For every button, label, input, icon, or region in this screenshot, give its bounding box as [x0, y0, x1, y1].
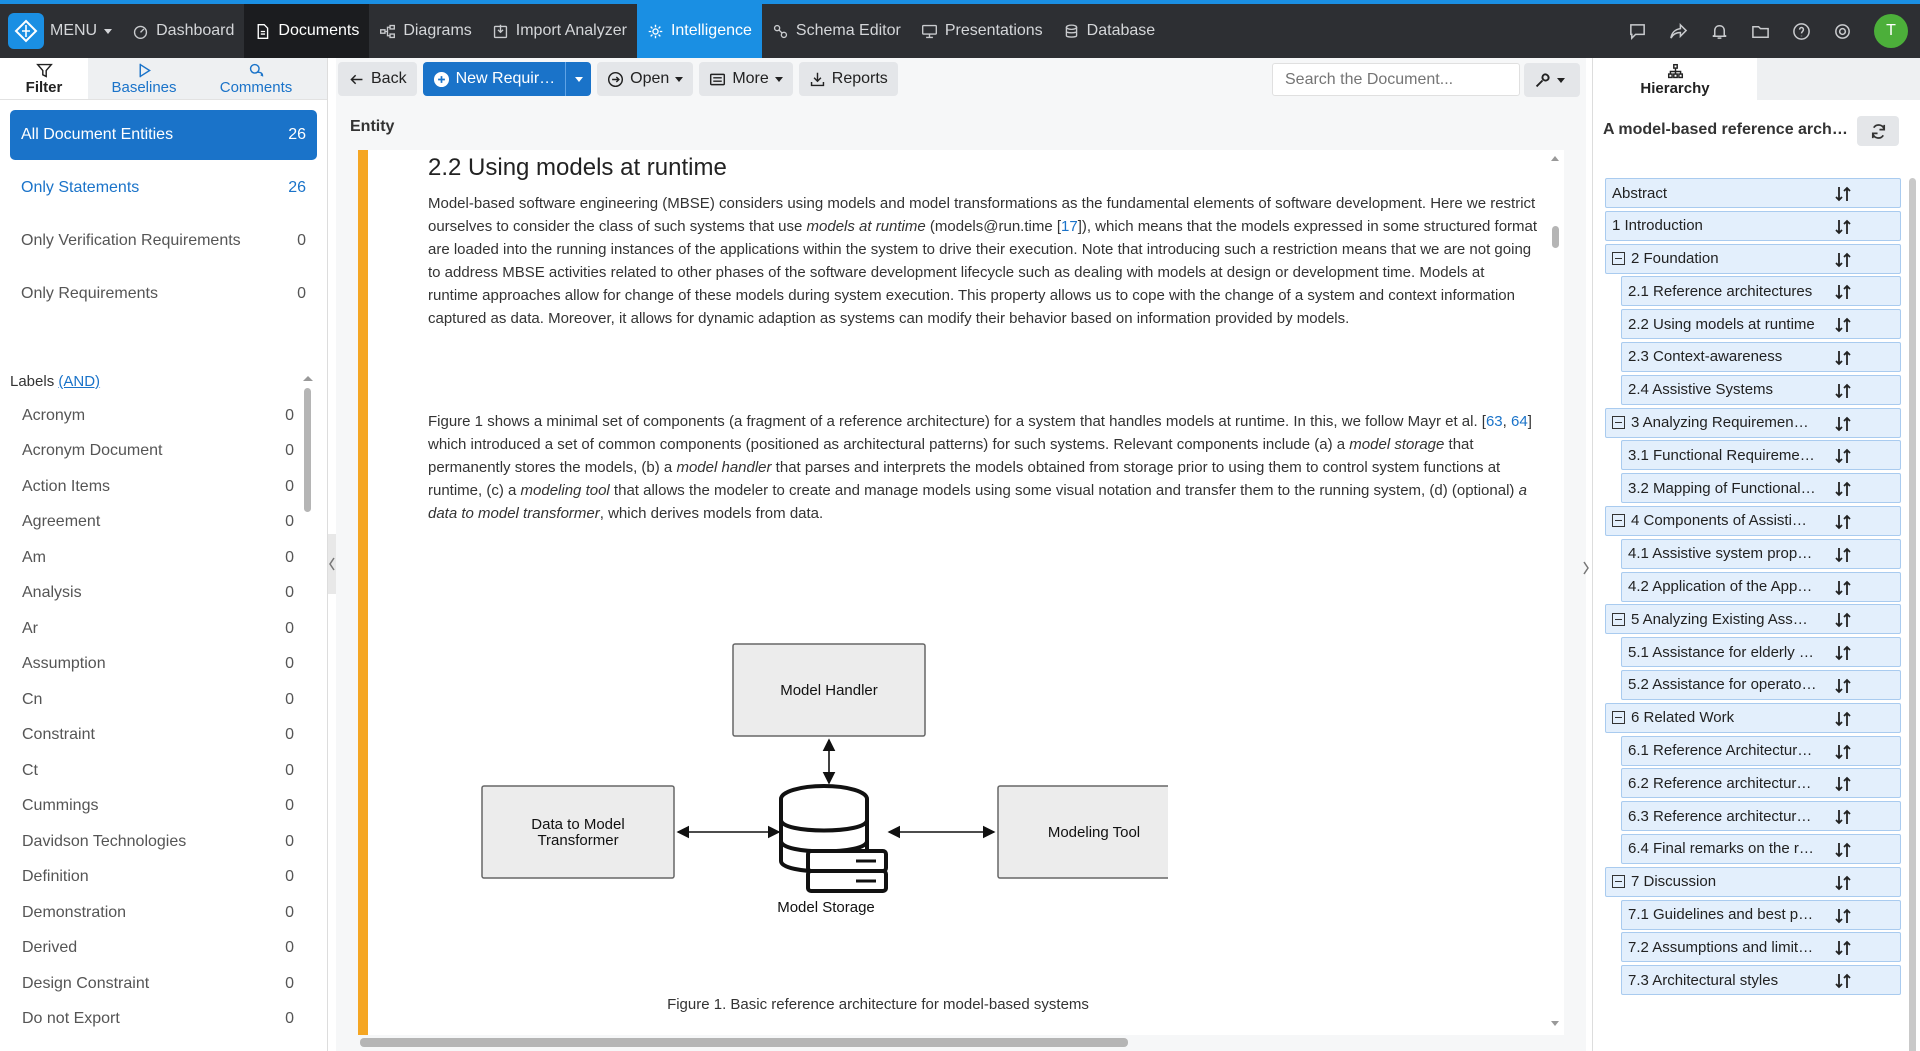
filter-label: All Document Entities [21, 126, 174, 143]
sort-arrows-icon[interactable] [1834, 874, 1852, 892]
hierarchy-node[interactable] [1605, 244, 1901, 274]
diagram-icon [379, 23, 396, 40]
label-name: Cummings [22, 797, 99, 815]
label-name: Acronym Document [22, 442, 163, 460]
open-button[interactable] [597, 62, 693, 96]
labels-title: Labels [10, 373, 55, 390]
label-item[interactable] [10, 895, 302, 931]
sort-arrows-icon[interactable] [1834, 480, 1852, 498]
hierarchy-node-label: 6 Related Work [1631, 709, 1735, 727]
collapse-left-handle[interactable] [328, 534, 336, 594]
app-logo-icon[interactable] [8, 13, 44, 49]
label-count: 0 [285, 513, 294, 531]
hierarchy-node[interactable] [1621, 342, 1901, 372]
folder-icon[interactable] [1751, 22, 1770, 41]
refresh-icon [1869, 122, 1888, 141]
label-item[interactable] [10, 718, 302, 754]
hierarchy-node-label: 6.2 Reference architectur… [1628, 774, 1812, 792]
label-count: 0 [285, 832, 294, 850]
model-storage-label: Model Storage [777, 899, 875, 916]
labels-list [10, 398, 302, 1037]
hierarchy-node[interactable] [1621, 801, 1901, 831]
document-name: A model-based reference arch… [1603, 121, 1848, 138]
sort-arrows-icon[interactable] [1834, 841, 1852, 859]
hierarchy-node[interactable] [1621, 834, 1901, 864]
sort-arrows-icon[interactable] [1834, 644, 1852, 662]
help-icon[interactable] [1792, 22, 1811, 41]
label-item[interactable] [10, 682, 302, 718]
sort-arrows-icon[interactable] [1834, 349, 1852, 367]
label-item[interactable] [10, 1002, 302, 1038]
labels-scrollbar[interactable] [304, 388, 311, 512]
new-requirement-label: New Requir… [455, 70, 556, 87]
database-icon [1063, 23, 1080, 40]
document-icon [254, 23, 271, 40]
text-run: a data to model transformer [428, 482, 1527, 522]
hierarchy-node-label: 2.1 Reference architectures [1628, 282, 1813, 300]
hierarchy-node[interactable] [1621, 900, 1901, 930]
text-run: Figure 1 shows a minimal set of components (a fragment of a reference architecture) for a system that handles models at runtime. In this, we follow Mayr et al. [ [428, 413, 1486, 430]
hierarchy-node[interactable] [1621, 473, 1901, 503]
citation-link[interactable]: 63 [1485, 413, 1503, 430]
scroll-down-icon[interactable] [1550, 1020, 1560, 1028]
sort-arrows-icon[interactable] [1834, 382, 1852, 400]
nav-documents[interactable] [244, 4, 369, 58]
hierarchy-node[interactable] [1621, 637, 1901, 667]
collapse-icon[interactable] [1612, 875, 1625, 888]
sort-arrows-icon[interactable] [1834, 513, 1852, 531]
avatar[interactable]: T [1874, 14, 1908, 48]
new-requirement-button[interactable] [423, 62, 566, 96]
paragraph-1 [428, 192, 1538, 330]
hierarchy-node[interactable] [1621, 932, 1901, 962]
reports-label: Reports [831, 70, 888, 87]
comments-icon [248, 62, 265, 79]
sort-arrows-icon[interactable] [1834, 677, 1852, 695]
more-label: More [732, 70, 769, 87]
back-label: Back [371, 70, 407, 87]
filter-panel [0, 58, 328, 1051]
gear-icon [647, 23, 664, 40]
chevron-left-icon [328, 534, 336, 594]
label-name: Demonstration [22, 903, 127, 921]
hierarchy-node[interactable] [1605, 703, 1901, 733]
text-run: that parses and interprets the models obtained from storage prior to using them to control system functions at runtime, (c) a [428, 459, 1501, 499]
label-count: 0 [285, 442, 294, 460]
label-count: 0 [285, 797, 294, 815]
label-name: Ar [22, 619, 38, 637]
nav-dashboard[interactable] [122, 4, 244, 58]
hierarchy-node-label: 4 Components of Assisti… [1631, 512, 1807, 530]
presentation-icon [921, 23, 938, 40]
labels-mode-link[interactable]: (AND) [58, 373, 101, 390]
hierarchy-node[interactable] [1605, 178, 1901, 208]
text-run: model storage [1349, 436, 1445, 453]
text-run: ]), which means that the models expressed in some structured format are loaded into the running instances of the applications within the system to drive their execution. Note that introducing such a restriction means that we are not going to address MBSE activities related to other phases of the software development lifecycle such as dealing with models at design or development time. Models at runtime approaches allow for change of these models during system execution. This property allows us to cope with the change of a system and context information captured as data. Moreover, it allows for dynamic adaption as systems can modify their behavior based on information provided by models. [428, 218, 1538, 327]
modeling-tool-label: Modeling Tool [1047, 824, 1141, 841]
label-name: Ct [22, 761, 38, 779]
text-run: (models@run.time [ [925, 218, 1061, 235]
label-count: 0 [285, 406, 294, 424]
collapse-icon[interactable] [1612, 416, 1625, 429]
document-main [336, 58, 1586, 1051]
filter-label: Only Verification Requirements [21, 232, 241, 249]
hierarchy-node[interactable] [1621, 736, 1901, 766]
label-item[interactable] [10, 434, 302, 470]
label-item[interactable] [10, 505, 302, 541]
menu-button[interactable] [44, 4, 122, 58]
nav-documents-label: Documents [278, 22, 360, 39]
citation-link[interactable]: 17 [1061, 218, 1078, 235]
back-button[interactable] [338, 62, 417, 96]
hierarchy-panel [1592, 58, 1920, 1051]
label-count: 0 [285, 655, 294, 673]
scroll-up-icon[interactable] [302, 374, 314, 382]
label-item[interactable] [10, 576, 302, 612]
nav-presentations[interactable] [911, 4, 1053, 58]
chevron-down-icon [104, 29, 112, 34]
hierarchy-node-label: 7.3 Architectural styles [1628, 971, 1779, 989]
label-count: 0 [285, 974, 294, 992]
top-nav [0, 0, 1920, 58]
filter-only-requirements[interactable] [10, 269, 317, 319]
selection-indicator [358, 150, 368, 1035]
label-item[interactable] [10, 469, 302, 505]
sort-arrows-icon[interactable] [1834, 907, 1852, 925]
label-name: Definition [22, 868, 89, 886]
sort-arrows-icon[interactable] [1834, 218, 1852, 236]
hierarchy-node-label: 4.1 Assistive system prop… [1628, 545, 1813, 563]
sort-arrows-icon[interactable] [1834, 316, 1852, 334]
import-icon [492, 23, 509, 40]
label-item[interactable] [10, 647, 302, 683]
hierarchy-node-label: 6.1 Reference Architectur… [1628, 742, 1813, 760]
hierarchy-node-label: 7.1 Guidelines and best p… [1628, 906, 1814, 924]
baseline-icon [136, 62, 153, 79]
label-name: Design Constraint [22, 974, 150, 992]
entity-header: Entity [350, 118, 395, 135]
hierarchy-node-label: 1 Introduction [1612, 217, 1703, 235]
nav-diagrams-label: Diagrams [403, 22, 472, 39]
sort-arrows-icon[interactable] [1834, 808, 1852, 826]
tab-filter[interactable] [0, 58, 88, 99]
schema-icon [772, 23, 789, 40]
filter-count: 0 [297, 232, 306, 249]
tools-button[interactable] [1524, 63, 1580, 97]
hierarchy-node[interactable] [1621, 670, 1901, 700]
hierarchy-node[interactable] [1605, 211, 1901, 241]
paragraph-2 [428, 410, 1538, 525]
hierarchy-node[interactable] [1605, 867, 1901, 897]
hierarchy-node-label: 3.2 Mapping of Functional… [1628, 479, 1816, 497]
sort-arrows-icon[interactable] [1834, 415, 1852, 433]
chevron-right-icon [1582, 538, 1590, 598]
hierarchy-node-label: 2.3 Context-awareness [1628, 348, 1783, 366]
label-count: 0 [285, 939, 294, 957]
model-handler-label: Model Handler [780, 682, 878, 699]
label-name: Analysis [22, 584, 82, 602]
label-count: 0 [285, 903, 294, 921]
label-name: Davidson Technologies [22, 832, 187, 850]
text-run: that allows the modeler to create and manage models using some visual notation and transfer them to the running system, (d) (optional) [609, 482, 1519, 499]
hierarchy-node-label: 6.4 Final remarks on the r… [1628, 840, 1814, 858]
chevron-down-icon [675, 77, 683, 82]
label-item[interactable] [10, 931, 302, 967]
tab-baselines-label: Baselines [111, 79, 177, 96]
hierarchy-scrollbar[interactable] [1909, 178, 1916, 1051]
label-item[interactable] [10, 611, 302, 647]
label-name: Agreement [22, 513, 101, 531]
nav-dashboard-label: Dashboard [156, 22, 235, 39]
label-count: 0 [285, 761, 294, 779]
text-run: Model-based software engineering (MBSE) considers using models and model transformations as the fundamental elements of software development. Here we restrict ourselves to consider the class of such systems that use [428, 195, 1536, 235]
label-item[interactable] [10, 824, 302, 860]
filter-icon [36, 62, 53, 79]
hierarchy-node[interactable] [1621, 276, 1901, 306]
tab-hierarchy[interactable] [1593, 58, 1757, 100]
nav-database-label: Database [1086, 22, 1156, 39]
entity-content[interactable] [428, 154, 1538, 1013]
sort-arrows-icon[interactable] [1834, 710, 1852, 728]
label-item[interactable] [10, 966, 302, 1002]
nav-presentations-label: Presentations [944, 22, 1043, 39]
label-name: Action Items [22, 477, 111, 495]
nav-schema-editor[interactable] [762, 4, 911, 58]
hierarchy-node[interactable] [1621, 965, 1901, 995]
label-count: 0 [285, 477, 294, 495]
sort-arrows-icon[interactable] [1834, 447, 1852, 465]
hierarchy-node[interactable] [1605, 506, 1901, 536]
chevron-down-icon [775, 77, 783, 82]
nav-import-analyzer-label: Import Analyzer [515, 22, 627, 39]
document-vertical-scrollbar[interactable] [1552, 226, 1559, 248]
document-horizontal-scrollbar[interactable] [360, 1038, 1128, 1047]
sort-arrows-icon[interactable] [1834, 743, 1852, 761]
text-run: , [1502, 413, 1511, 430]
menu-label: MENU [50, 22, 98, 39]
nav-import-analyzer[interactable] [482, 4, 637, 58]
filter-label: Only Statements [21, 179, 140, 196]
label-name: Derived [22, 939, 78, 957]
nav-intelligence[interactable] [637, 4, 762, 58]
sort-arrows-icon[interactable] [1834, 775, 1852, 793]
hierarchy-node-label: 2.4 Assistive Systems [1628, 381, 1774, 399]
collapse-right-handle[interactable] [1582, 538, 1590, 598]
collapse-icon[interactable] [1612, 711, 1625, 724]
hierarchy-node-label: 3.1 Functional Requireme… [1628, 446, 1815, 464]
text-run: models at runtime [806, 218, 926, 235]
citation-link[interactable]: 64 [1511, 413, 1528, 430]
list-box-icon [709, 71, 726, 88]
sort-arrows-icon[interactable] [1834, 579, 1852, 597]
label-item[interactable] [10, 860, 302, 896]
label-name: Acronym [22, 406, 86, 424]
collapse-icon[interactable] [1612, 613, 1625, 626]
hierarchy-node-label: 5.2 Assistance for operato… [1628, 676, 1817, 694]
open-circle-icon [607, 71, 624, 88]
label-name: Cn [22, 690, 43, 708]
open-label: Open [630, 70, 670, 87]
chat-icon[interactable] [1628, 22, 1647, 41]
wrench-icon [1534, 72, 1551, 89]
filter-count: 26 [288, 126, 306, 143]
hierarchy-node-label: 6.3 Reference architectur… [1628, 807, 1812, 825]
figure-caption: Figure 1. Basic reference architecture for model-based systems [667, 996, 1089, 1013]
sort-arrows-icon[interactable] [1834, 611, 1852, 629]
transformer-label-line1: Data to Model [531, 816, 625, 833]
nav-right-actions [1628, 4, 1920, 58]
nav-diagrams[interactable] [369, 4, 481, 58]
label-count: 0 [285, 548, 294, 566]
hierarchy-node-label: 4.2 Application of the App… [1628, 578, 1813, 596]
plus-circle-icon [433, 71, 450, 88]
sort-arrows-icon[interactable] [1834, 939, 1852, 957]
filter-only-verification[interactable] [10, 216, 317, 266]
left-tabs [0, 58, 327, 100]
download-icon [809, 71, 826, 88]
text-run: that permanently stores the models, (b) a [428, 436, 1474, 476]
entity-filter-list [0, 100, 327, 319]
hierarchy-node-label: 2 Foundation [1631, 250, 1719, 268]
hierarchy-node-label: 5.1 Assistance for elderly … [1628, 643, 1814, 661]
label-name: Do not Export [22, 1010, 120, 1028]
label-name: Assumption [22, 655, 106, 673]
label-name: Constraint [22, 726, 95, 744]
hierarchy-tree [1605, 178, 1901, 998]
label-count: 0 [285, 619, 294, 637]
share-icon[interactable] [1669, 22, 1688, 41]
new-requirement-dropdown[interactable] [565, 62, 591, 96]
architecture-figure [428, 639, 1168, 959]
text-run: ] which introduced a set of common components (positioned as architectural patterns) for such systems. Relevant components include (a) a [428, 413, 1532, 453]
label-name: Am [22, 548, 46, 566]
section-title: 2.2 Using models at runtime [428, 154, 727, 181]
sort-arrows-icon[interactable] [1834, 185, 1852, 203]
sort-arrows-icon[interactable] [1834, 251, 1852, 269]
reports-button[interactable] [799, 62, 898, 96]
label-item[interactable] [10, 789, 302, 825]
tab-filter-label: Filter [25, 79, 63, 96]
tab-comments[interactable] [200, 58, 312, 99]
filter-count: 26 [288, 179, 306, 196]
document-viewer [358, 150, 1564, 1035]
nav-database[interactable] [1053, 4, 1166, 58]
refresh-button[interactable] [1857, 116, 1899, 146]
filter-only-statements[interactable] [10, 163, 317, 213]
sort-arrows-icon[interactable] [1834, 972, 1852, 990]
hierarchy-node[interactable] [1605, 408, 1901, 438]
labels-heading [10, 373, 100, 390]
hierarchy-node-label: 2.2 Using models at runtime [1628, 315, 1815, 333]
hierarchy-icon [1667, 63, 1684, 80]
hierarchy-node[interactable] [1621, 440, 1901, 470]
text-run: model handler [676, 459, 772, 476]
hierarchy-node[interactable] [1621, 768, 1901, 798]
label-item[interactable] [10, 753, 302, 789]
label-count: 0 [285, 584, 294, 602]
label-count: 0 [285, 690, 294, 708]
hierarchy-node[interactable] [1621, 375, 1901, 405]
hierarchy-node-label: 7.2 Assumptions and limit… [1628, 938, 1814, 956]
bell-icon[interactable] [1710, 22, 1729, 41]
chevron-down-icon [1557, 78, 1565, 83]
hierarchy-node-label: Abstract [1612, 184, 1668, 202]
label-count: 0 [285, 868, 294, 886]
hierarchy-node-label: 7 Discussion [1631, 873, 1717, 891]
text-run: , which derives models from data. [599, 505, 824, 522]
tab-hierarchy-label: Hierarchy [1640, 80, 1710, 97]
database-icon [781, 786, 886, 891]
hierarchy-node[interactable] [1621, 539, 1901, 569]
nav-schema-editor-label: Schema Editor [795, 22, 901, 39]
more-button[interactable] [699, 62, 792, 96]
transformer-label-line2: Transformer [537, 832, 619, 849]
dashboard-icon [132, 23, 149, 40]
chevron-down-icon [575, 77, 583, 82]
document-search-input[interactable] [1272, 63, 1520, 96]
label-count: 0 [285, 1010, 294, 1028]
collapse-icon[interactable] [1612, 252, 1625, 265]
sort-arrows-icon[interactable] [1834, 546, 1852, 564]
collapse-icon[interactable] [1612, 514, 1625, 527]
filter-count: 0 [297, 285, 306, 302]
filter-all-entities[interactable] [10, 110, 317, 160]
arrow-left-icon [348, 71, 365, 88]
hierarchy-node[interactable] [1621, 309, 1901, 339]
filter-label: Only Requirements [21, 285, 158, 302]
hierarchy-node[interactable] [1621, 572, 1901, 602]
label-count: 0 [285, 726, 294, 744]
nav-intelligence-label: Intelligence [670, 22, 752, 39]
label-item[interactable] [10, 540, 302, 576]
settings-icon[interactable] [1833, 22, 1852, 41]
tab-baselines[interactable] [88, 58, 200, 99]
tab-comments-label: Comments [219, 79, 293, 96]
hierarchy-node-label: 5 Analyzing Existing Ass… [1631, 610, 1808, 628]
text-run: modeling tool [520, 482, 610, 499]
hierarchy-node[interactable] [1605, 604, 1901, 634]
sort-arrows-icon[interactable] [1834, 283, 1852, 301]
scroll-up-icon[interactable] [1550, 154, 1560, 162]
label-item[interactable] [10, 398, 302, 434]
hierarchy-node-label: 3 Analyzing Requiremen… [1631, 414, 1809, 432]
